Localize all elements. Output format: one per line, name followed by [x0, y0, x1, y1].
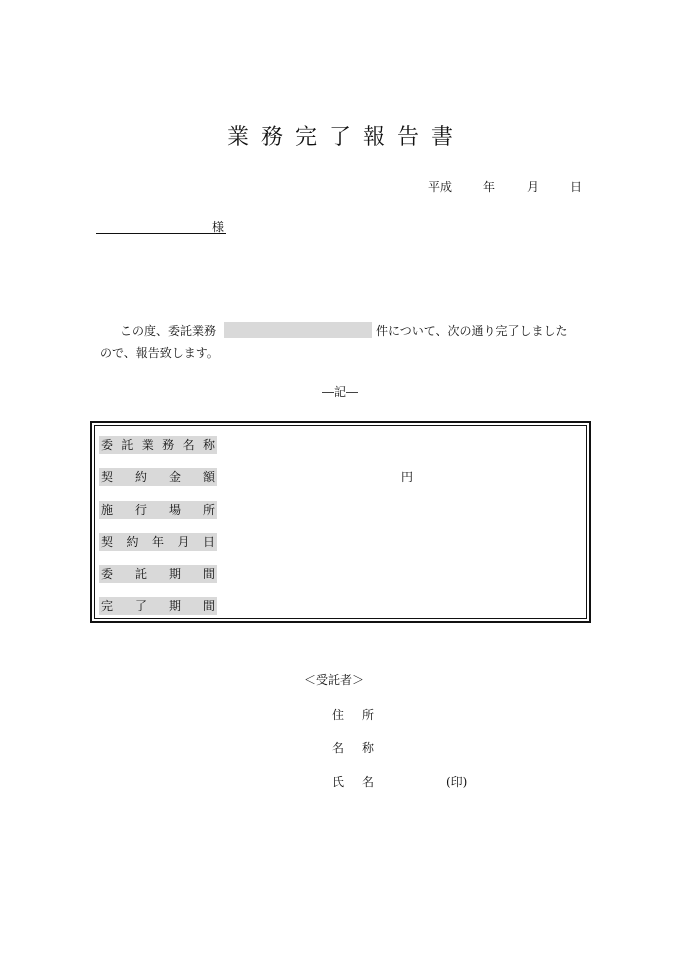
label-char: 額: [202, 470, 215, 484]
label-char: 契: [101, 470, 114, 484]
seal-mark: (印): [446, 775, 468, 789]
label-char: 施: [101, 503, 114, 517]
date-line: [420, 178, 590, 194]
ki-heading: ―記―: [321, 385, 358, 399]
label-char: 期: [168, 599, 181, 613]
label-char: 約: [134, 470, 147, 484]
body-prefix: この度、委託業務: [120, 324, 217, 338]
field-label-contract-amount: [99, 468, 217, 486]
label-char: 称: [202, 438, 215, 452]
label-char: 所: [361, 708, 374, 722]
label-char: 所: [202, 503, 215, 517]
label-char: 氏: [332, 775, 345, 789]
field-row-commission-period: [99, 565, 589, 583]
label-char: 金: [168, 470, 181, 484]
date-month: 月: [527, 180, 540, 194]
label-char: 託: [134, 567, 147, 581]
field-label-contract-date: [99, 533, 217, 551]
date-era: 平成: [428, 180, 453, 194]
label-char: 名: [332, 741, 345, 755]
label-char: 行: [134, 503, 147, 517]
label-char: 務: [162, 438, 175, 452]
body-text: [100, 320, 588, 364]
label-char: 期: [168, 567, 181, 581]
date-day: 日: [570, 180, 583, 194]
detail-box: [90, 421, 591, 623]
contractor-person-label: [332, 773, 374, 790]
business-name-field[interactable]: [224, 322, 372, 338]
contractor-name-label: [332, 739, 374, 756]
body-suffix: 件について、次の通り完了しました: [376, 324, 568, 338]
field-row-contract-date: [99, 533, 589, 551]
label-char: 名: [182, 438, 195, 452]
label-char: 月: [177, 535, 190, 549]
contractor-address-label: [332, 706, 374, 723]
field-label-completion-period: [99, 597, 217, 615]
field-label-business-name: [99, 436, 217, 454]
contractor-address-row[interactable]: [332, 706, 552, 722]
label-char: 業: [141, 438, 154, 452]
label-char: 了: [134, 599, 147, 613]
label-char: 日: [202, 535, 215, 549]
body-line2: ので、報告致します。: [100, 346, 219, 360]
recipient-honorific: 様: [211, 220, 224, 234]
label-char: 称: [361, 741, 374, 755]
field-row-work-location: [99, 501, 589, 519]
label-char: 場: [168, 503, 181, 517]
label-char: 契: [101, 535, 114, 549]
date-year: 年: [483, 180, 496, 194]
field-label-work-location: [99, 501, 217, 519]
label-char: 年: [151, 535, 164, 549]
contractor-heading: ＜受託者＞: [304, 673, 365, 687]
field-row-completion-period: [99, 597, 589, 615]
field-row-business-name: [99, 436, 589, 454]
field-value-contract-amount[interactable]: 円: [401, 470, 414, 484]
label-char: 約: [126, 535, 139, 549]
document-title: 業務完了報告書: [226, 125, 465, 150]
label-char: 委: [101, 567, 114, 581]
label-char: 託: [121, 438, 134, 452]
label-char: 名: [361, 775, 374, 789]
recipient-line[interactable]: [96, 218, 226, 234]
label-char: 完: [101, 599, 114, 613]
label-char: 住: [332, 708, 345, 722]
detail-inner: [94, 425, 587, 619]
label-char: 間: [202, 567, 215, 581]
contractor-name-row[interactable]: [332, 739, 552, 755]
contractor-person-row[interactable]: [332, 773, 552, 789]
field-label-commission-period: [99, 565, 217, 583]
label-char: 委: [101, 438, 114, 452]
label-char: 間: [202, 599, 215, 613]
field-row-contract-amount: [99, 468, 589, 486]
